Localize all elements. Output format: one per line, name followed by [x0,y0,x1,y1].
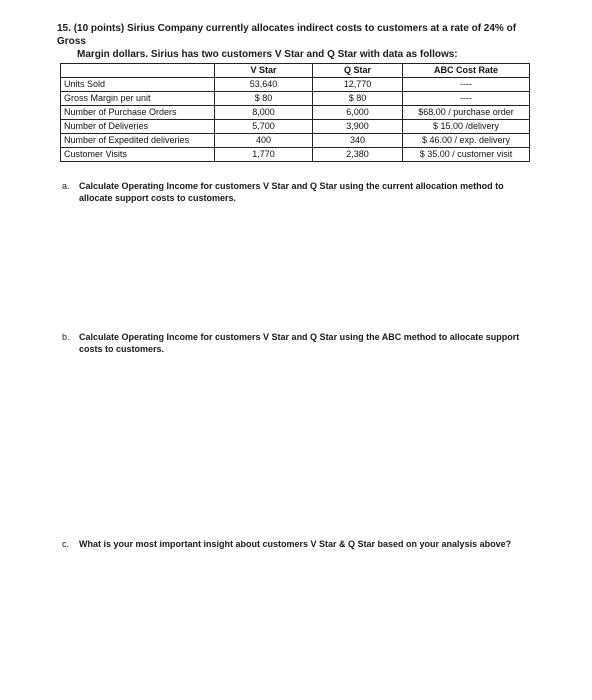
table-row [61,78,530,92]
abc-rate-value: ---- [403,92,530,106]
row-label: Customer Visits [61,148,215,162]
q-star-value: 2,380 [313,148,403,162]
header-blank [61,64,215,78]
abc-rate-value: $68.00 / purchase order [403,106,530,120]
customer-data-table [60,63,530,162]
part-b-text: Calculate Operating Income for customers V Star and Q Star using the ABC method to allocate support costs to customers. [79,332,520,354]
q-star-value: 12,770 [313,78,403,92]
abc-rate-value: ---- [403,78,530,92]
row-label: Number of Expedited deliveries [61,134,215,148]
part-c-letter: c. [62,539,70,549]
q-star-value: $ 80 [313,92,403,106]
part-a [62,180,532,204]
row-label: Number of Deliveries [61,120,215,134]
header-q-star: Q Star [313,64,403,78]
part-c-text: What is your most important insight about customers V Star & Q Star based on your analysis above? [79,539,512,549]
v-star-value: $ 80 [215,92,313,106]
part-b [62,331,532,355]
question-number: 15. [57,23,71,34]
header-abc-cost-rate: ABC Cost Rate [403,64,530,78]
q-star-value: 6,000 [313,106,403,120]
v-star-value: 8,000 [215,106,313,120]
v-star-value: 1,770 [215,148,313,162]
v-star-value: 400 [215,134,313,148]
table-row [61,120,530,134]
table-row [61,92,530,106]
v-star-value: 53,640 [215,78,313,92]
question-15 [57,22,547,61]
q-star-value: 340 [313,134,403,148]
abc-rate-value: $ 35.00 / customer visit [403,148,530,162]
table-row [61,106,530,120]
part-c [62,538,532,550]
table-row [61,134,530,148]
abc-rate-value: $ 15.00 /delivery [403,120,530,134]
header-v-star: V Star [215,64,313,78]
row-label: Units Sold [61,78,215,92]
question-text-line-1: (10 points) Sirius Company currently allocates indirect costs to customers at a rate of 24% of Gross [57,23,517,47]
table-row [61,148,530,162]
v-star-value: 5,700 [215,120,313,134]
part-b-letter: b. [62,332,70,342]
part-a-letter: a. [62,181,70,191]
row-label: Number of Purchase Orders [61,106,215,120]
row-label: Gross Margin per unit [61,92,215,106]
question-text-line-2: Margin dollars. Sirius has two customers V Star and Q Star with data as follows: [77,49,458,60]
part-a-text: Calculate Operating Income for customers V Star and Q Star using the current allocation method to allocate support costs to customers. [79,181,504,203]
abc-rate-value: $ 46.00 / exp. delivery [403,134,530,148]
table-header-row [61,64,530,78]
q-star-value: 3,900 [313,120,403,134]
